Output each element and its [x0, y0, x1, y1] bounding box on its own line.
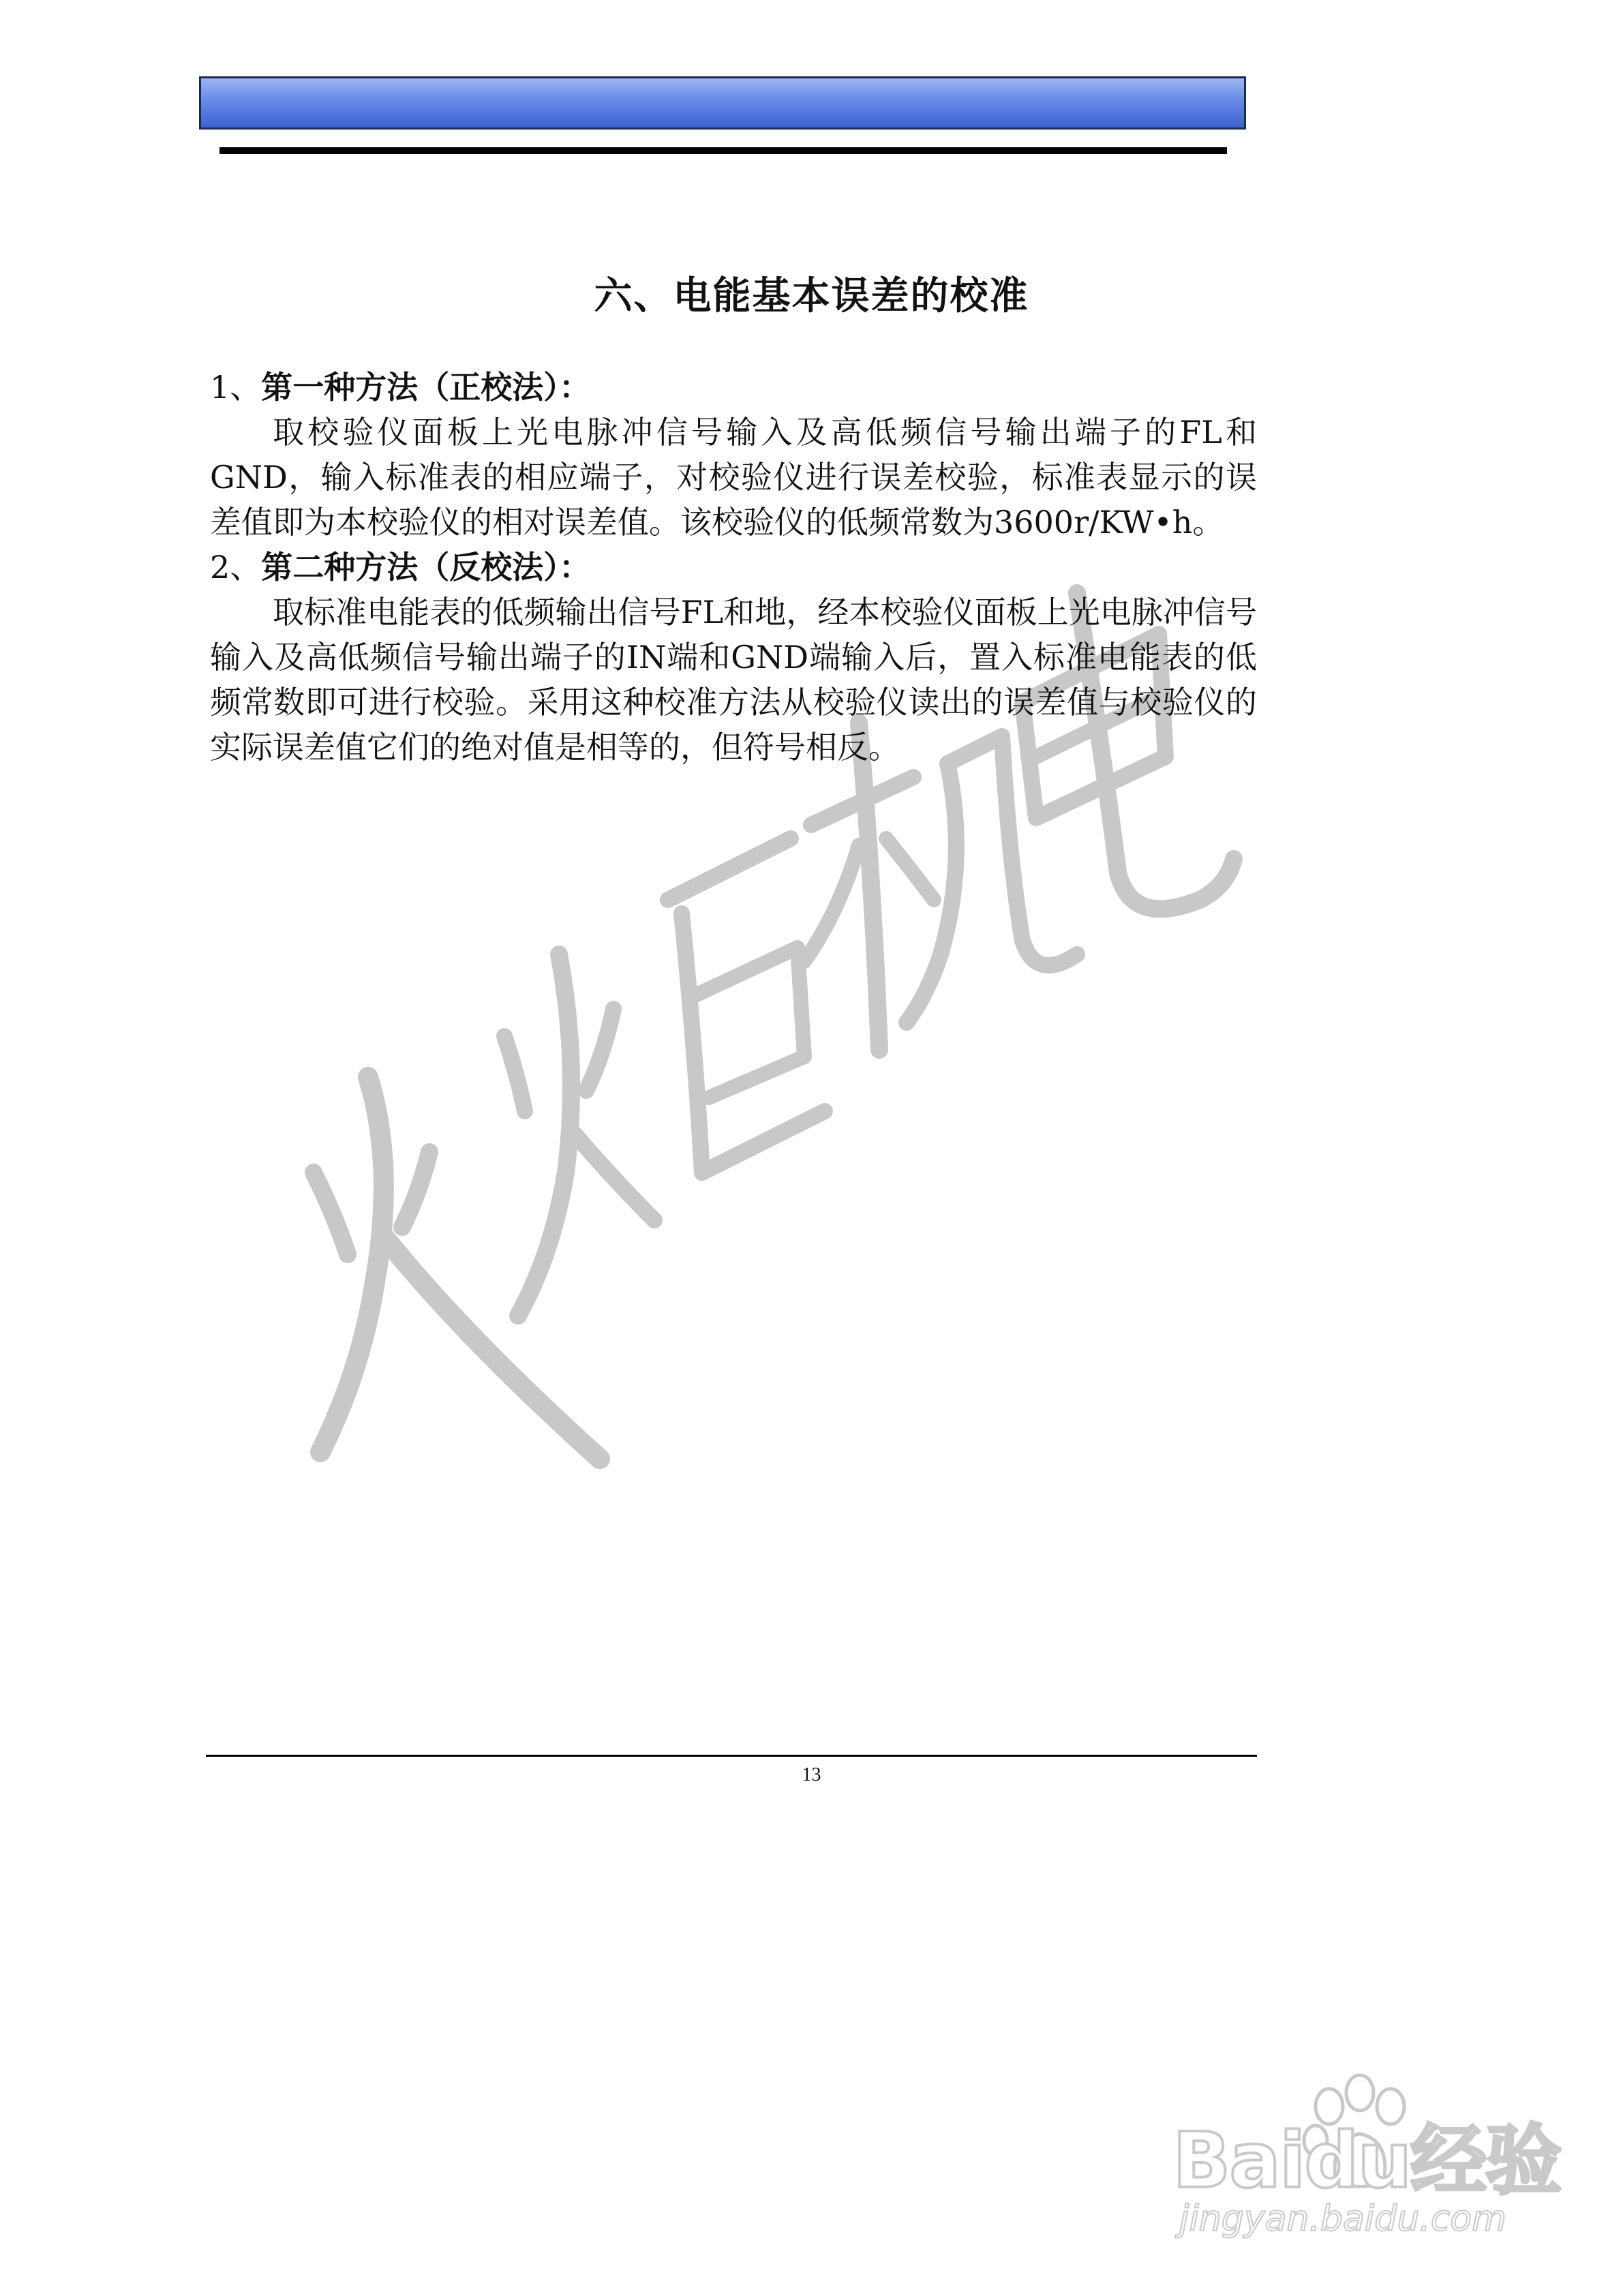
logo-brand: Baidu经验: [1172, 2117, 1561, 2205]
section-paragraph-2: 取标准电能表的低频输出信号FL和地，经本校验仪面板上光电脉冲信号输入及高低频信号输出端子的IN端和GND端输入后，置入标准电能表的低频常数即可进行校验。采用这种校准方法从校验仪读出的误差值与校验仪的实际误差值它们的绝对值是相等的，但符号相反。: [210, 594, 1257, 766]
document-body: [210, 365, 1257, 770]
baidu-jingyan-logo: [1172, 2072, 1595, 2263]
page-number: 13: [802, 1764, 821, 1785]
logo-url: jingyan.baidu.com: [1179, 2199, 1506, 2239]
section-number: 2、: [210, 549, 262, 586]
header-rule: [219, 147, 1227, 154]
section-heading-1: [210, 365, 1257, 410]
section-paragraph-1: 取校验仪面板上光电脉冲信号输入及高低频信号输出端子的FL和GND，输入标准表的相应端子，对校验仪进行误差校验，标准表显示的误差值即为本校验仪的相对误差值。该校验仪的低频常数为3600r/KW•h。: [210, 414, 1257, 541]
header-bar: [199, 76, 1246, 130]
section-heading-text: 第一种方法（正校法）：: [261, 369, 591, 406]
page-title: 六、电能基本误差的校准: [594, 274, 1029, 318]
section-number: 1、: [210, 369, 262, 406]
section-heading-text: 第二种方法（反校法）：: [261, 549, 591, 586]
section-heading-2: [210, 545, 1257, 590]
footer-rule: [206, 1755, 1257, 1757]
